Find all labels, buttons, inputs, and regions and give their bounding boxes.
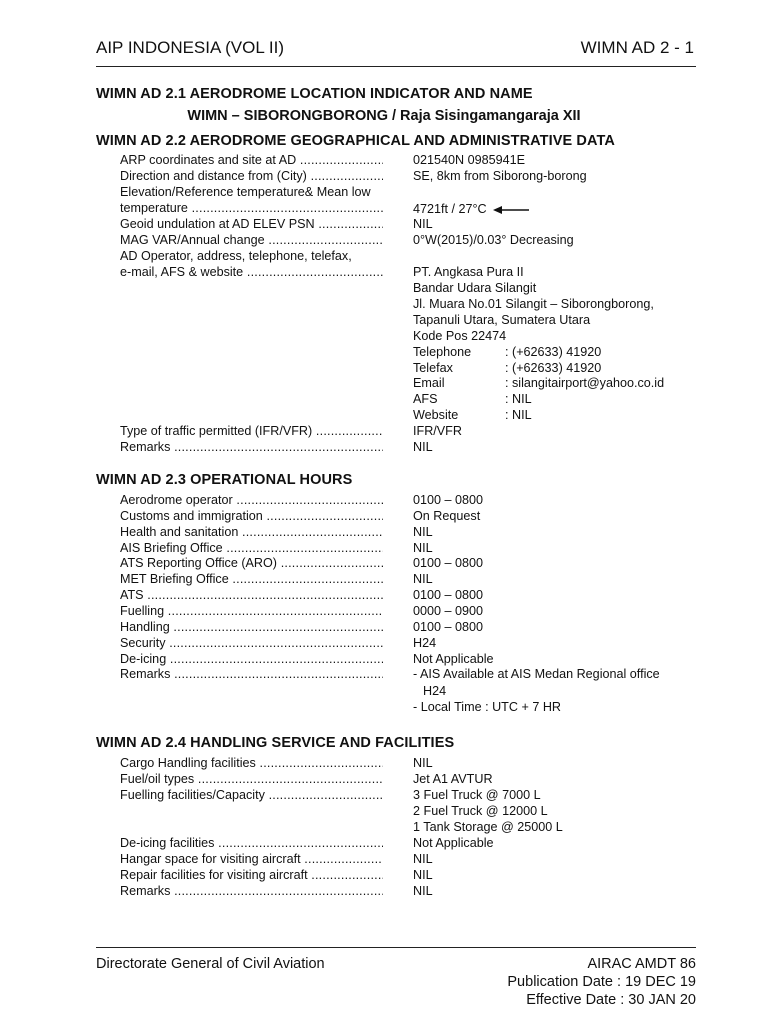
contact-value: : (+62633) 41920 xyxy=(505,345,602,359)
row-value: NIL xyxy=(413,868,433,882)
section-2-3-title: WIMN AD 2.3 OPERATIONAL HOURS xyxy=(96,472,353,488)
facility-row xyxy=(0,867,768,883)
contact-value: : silangitairport@yahoo.co.id xyxy=(505,376,665,390)
arp-row xyxy=(0,152,768,168)
aerodrome-name: WIMN – SIBORONGBORONG / Raja Sisingamangaraja XII xyxy=(187,108,581,124)
row-label: De-icing facilities ..... xyxy=(120,835,383,851)
row-value: NIL xyxy=(413,524,433,539)
contact-value: : NIL xyxy=(505,408,532,422)
contact-key: AFS xyxy=(413,392,438,406)
row-value: 0000 – 0900 xyxy=(413,603,484,618)
row-label: Type of traffic permitted (IFR/VFR) ..... xyxy=(120,423,383,439)
footer-publication-date: Publication Date : 19 DEC 19 xyxy=(507,974,696,990)
row-value: NIL xyxy=(413,756,433,770)
row-label: ATS ..... xyxy=(120,587,383,603)
contact-key: Telephone xyxy=(413,345,472,359)
row-value: 0°W(2015)/0.03° Decreasing xyxy=(413,233,574,247)
row-label: De-icing ..... xyxy=(120,651,383,667)
magvar-row xyxy=(0,232,768,248)
remarks-row xyxy=(0,439,768,455)
contact-key: Email xyxy=(413,376,445,390)
row-label: Remarks ..... xyxy=(120,666,383,682)
row-label: Security ..... xyxy=(120,635,383,651)
footer-authority: Directorate General of Civil Aviation xyxy=(96,956,325,972)
remarks-extra-row xyxy=(0,683,768,699)
contact-key: Website xyxy=(413,408,459,422)
row-value: 2 Fuel Truck @ 12000 L xyxy=(413,804,548,818)
row-value: 0100 – 0800 xyxy=(413,493,484,507)
row-value: 1 Tank Storage @ 25000 L xyxy=(413,820,563,834)
traffic-row xyxy=(0,423,768,439)
operational-hours-row xyxy=(0,524,768,540)
row-label: temperature ..... xyxy=(120,200,383,216)
row-value: 0100 – 0800 xyxy=(413,556,484,571)
row-label: Aerodrome operator ..... xyxy=(120,492,383,508)
contact-value: : (+62633) 41920 xyxy=(505,361,602,375)
footer-rule xyxy=(96,947,696,948)
row-label: e-mail, AFS & website ..... xyxy=(120,264,383,280)
direction-row xyxy=(0,168,768,184)
row-label: MAG VAR/Annual change ..... xyxy=(120,232,383,248)
row-label: Cargo Handling facilities ..... xyxy=(120,755,383,771)
row-label: ATS Reporting Office (ARO) ..... xyxy=(120,555,383,571)
elevation-row xyxy=(0,200,768,216)
contact-key: Telefax xyxy=(413,361,453,375)
footer-amdt: AIRAC AMDT 86 xyxy=(587,956,696,972)
address-line: Jl. Muara No.01 Silangit – Siborongborong, xyxy=(413,297,654,311)
row-label: Elevation/Reference temperature& Mean low xyxy=(120,185,371,199)
row-label: AIS Briefing Office ..... xyxy=(120,540,383,556)
row-value: Not Applicable xyxy=(413,651,494,666)
capacity-row xyxy=(0,787,768,803)
row-value: 021540N 0985941E xyxy=(413,153,526,167)
operator-row xyxy=(0,264,768,280)
row-value: Not Applicable xyxy=(413,836,494,850)
row-value: NIL xyxy=(413,572,433,587)
elevation-value: 4721ft / 27°C xyxy=(413,202,487,216)
operator-row-line1 xyxy=(0,248,768,264)
contact-row-afs xyxy=(0,391,768,407)
operational-hours-row xyxy=(0,571,768,587)
row-label: Hangar space for visiting aircraft ..... xyxy=(120,851,383,867)
contact-row-telephone xyxy=(0,344,768,360)
address-row xyxy=(0,312,768,328)
row-label: Repair facilities for visiting aircraft ..... xyxy=(120,867,383,883)
facility-row xyxy=(0,835,768,851)
row-value xyxy=(413,201,529,217)
capacity-row xyxy=(0,803,768,819)
operational-hours-row xyxy=(0,540,768,556)
operational-hours-row xyxy=(0,635,768,651)
row-label: Fuel/oil types ..... xyxy=(120,771,383,787)
address-line: PT. Angkasa Pura II xyxy=(413,265,524,279)
facility-row xyxy=(0,851,768,867)
row-value: Jet A1 AVTUR xyxy=(413,772,493,786)
row-value: NIL xyxy=(413,540,433,555)
operational-hours-row xyxy=(0,587,768,603)
operational-hours-row xyxy=(0,603,768,619)
row-value: NIL xyxy=(413,217,433,231)
row-value: NIL xyxy=(413,852,433,866)
operational-hours-row xyxy=(0,492,768,508)
contact-row-telefax xyxy=(0,360,768,376)
row-value: 0100 – 0800 xyxy=(413,619,484,634)
row-value: H24 xyxy=(413,635,437,650)
address-line: Bandar Udara Silangit xyxy=(413,281,537,295)
geoid-row xyxy=(0,216,768,232)
remarks-extra-row xyxy=(0,699,768,715)
facility-row xyxy=(0,883,768,899)
elevation-row-line1 xyxy=(0,184,768,200)
contact-row-email xyxy=(0,375,768,391)
row-value: SE, 8km from Siborong-borong xyxy=(413,169,587,183)
row-value: - AIS Available at AIS Medan Regional office xyxy=(413,667,660,682)
row-label: Customs and immigration ..... xyxy=(120,508,383,524)
header-title: AIP INDONESIA (VOL II) xyxy=(96,38,284,57)
address-row xyxy=(0,296,768,312)
row-value: - Local Time : UTC + 7 HR xyxy=(413,700,562,714)
row-label: Geoid undulation at AD ELEV PSN ..... xyxy=(120,216,383,232)
left-arrow-icon xyxy=(493,205,529,215)
footer-effective-date: Effective Date : 30 JAN 20 xyxy=(526,992,696,1008)
row-label: Fuelling facilities/Capacity ..... xyxy=(120,787,383,803)
contact-row-website xyxy=(0,407,768,423)
row-value: 0100 – 0800 xyxy=(413,588,484,603)
row-label: Handling ..... xyxy=(120,619,383,635)
row-label: Fuelling ..... xyxy=(120,603,383,619)
row-label: Direction and distance from (City) ..... xyxy=(120,168,383,184)
row-value: IFR/VFR xyxy=(413,424,462,438)
row-value: NIL xyxy=(413,884,433,898)
operational-hours-row xyxy=(0,508,768,524)
section-2-2-title: WIMN AD 2.2 AERODROME GEOGRAPHICAL AND ADMINISTRATIVE DATA xyxy=(96,133,615,149)
operational-hours-row xyxy=(0,666,768,682)
row-value: H24 xyxy=(423,684,447,698)
row-label: Health and sanitation ..... xyxy=(120,524,383,540)
operational-hours-row xyxy=(0,651,768,667)
row-value: 3 Fuel Truck @ 7000 L xyxy=(413,788,541,802)
address-line: Kode Pos 22474 xyxy=(413,329,507,343)
address-row xyxy=(0,328,768,344)
address-row xyxy=(0,280,768,296)
capacity-row xyxy=(0,819,768,835)
cargo-row xyxy=(0,755,768,771)
row-label: Remarks ..... xyxy=(120,883,383,899)
section-2-1-title: WIMN AD 2.1 AERODROME LOCATION INDICATOR AND NAME xyxy=(96,86,533,102)
row-value: On Request xyxy=(413,508,481,523)
row-label: Remarks ..... xyxy=(120,439,383,455)
row-label: AD Operator, address, telephone, telefax, xyxy=(120,249,352,263)
operational-hours-row xyxy=(0,555,768,571)
section-2-4-title: WIMN AD 2.4 HANDLING SERVICE AND FACILITIES xyxy=(96,735,455,751)
address-line: Tapanuli Utara, Sumatera Utara xyxy=(413,313,591,327)
operational-hours-row xyxy=(0,619,768,635)
contact-value: : NIL xyxy=(505,392,532,406)
header-page-id: WIMN AD 2 - 1 xyxy=(580,38,694,57)
fuel-row xyxy=(0,771,768,787)
row-label: ARP coordinates and site at AD ..... xyxy=(120,152,383,168)
row-value: NIL xyxy=(413,440,433,454)
header-rule xyxy=(96,66,696,67)
row-label: MET Briefing Office ..... xyxy=(120,571,383,587)
